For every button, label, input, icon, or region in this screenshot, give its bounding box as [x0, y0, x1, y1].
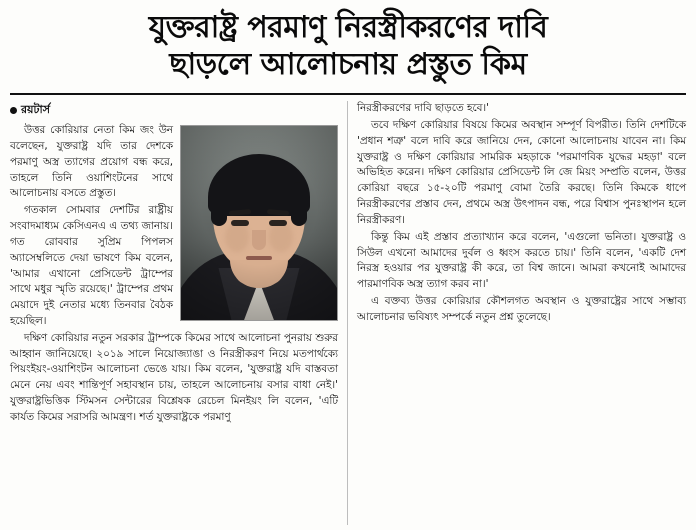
- portrait-photo: [180, 125, 338, 321]
- paragraph: এ বক্তব্য উত্তর কোরিয়ার কৌশলগত অবস্থান ও যুক্তরাষ্ট্রের সাথে সম্ভাব্য আলোচনার ভবিষ্যৎ সম্পর্কে নতুন প্রশ্ন তুলেছে।: [357, 294, 686, 323]
- paragraph: নিরস্ত্রীকরণের দাবি ছাড়তে হবে।': [357, 102, 489, 115]
- footer-spacer: [0, 525, 696, 529]
- page-title: [0, 0, 696, 85]
- headline-line-1: যুক্তরাষ্ট্র পরমাণু নিরস্ত্রীকরণের দাবি: [148, 10, 548, 45]
- byline: [10, 101, 338, 120]
- paragraph: তবে দক্ষিণ কোরিয়ার বিষয়ে কিমের অবস্থান সম্পূর্ণ বিপরীত। তিনি দেশটিকে 'প্রধান শত্রু' বলে দাবি করে জানিয়ে দেন, কোনো আলোচনায় যাবেন না। কিম যুক্তরাষ্ট্র ও দক্ষিণ কোরিয়ার সামরিক মহড়াকে 'পরমাণবিক যুদ্ধের মহড়া' বলে অভিহিত করেন। দক্ষিণ কোরিয়ার প্রেসিডেন্ট লি জে মিয়ং সম্প্রতি বলেন, উত্তর কোরিয়া বছরে ১৫-২০টি পরমাণু বোমা তৈরি করছে। তিনি কিমকে ধাপে নিরস্ত্রীকরণের প্রস্তাব দেন, প্রথমে অস্ত্র উৎপাদন বন্ধ, পরে বিশ্বাস পুনঃস্থাপন হলে নিরস্ত্রীকরণ।: [357, 119, 686, 226]
- headline-line-2: ছাড়লে আলোচনায় প্রস্তুত কিম: [169, 46, 527, 82]
- headline-divider: [10, 93, 686, 95]
- left-column: [10, 101, 348, 525]
- article-columns: [0, 101, 696, 525]
- photo-vignette: [181, 126, 337, 320]
- byline-source: রয়টার্স: [21, 103, 50, 117]
- portrait-photo-wrap: [180, 125, 338, 321]
- filled-circle-icon: [10, 107, 17, 114]
- paragraph: কিন্তু কিম এই প্রস্তাব প্রত্যাখ্যান করে বলেন, 'এগুলো ভনিতা। যুক্তরাষ্ট্র ও সিউল এখনো আমাদের দুর্বল ও ধ্বংস করতে চায়।' তিনি বলেন, 'একটি দেশ নিরস্ত্র হওয়ার পর যুক্তরাষ্ট্র কী করে, তা বিশ্ব জানে। আমরা কখনোই আমাদের পারমাণবিক অস্ত্র ত্যাগ করব না।': [357, 230, 686, 291]
- right-column: [348, 101, 686, 525]
- paragraph: গতকাল সোমবার দেশটির রাষ্ট্রীয় সংবাদমাধ্যম কেসিএনএ এ তথ্য জানায়। গত রোববার সুপ্রিম পিপলস অ্যাসেম্বলিতে দেয়া ভাষণে কিম বলেন, 'আমার এখানো প্রেসিডেন্ট ট্রাম্পের সাথে মধুর স্মৃতি রয়েছে।' ট্রাম্পের প্রথম মেয়াদে দুই নেতার মধ্যে তিনবার বৈঠক হয়েছিল।: [10, 204, 173, 327]
- right-body-text: [357, 101, 686, 325]
- left-body-text: [10, 123, 338, 425]
- paragraph: উত্তর কোরিয়ার নেতা কিম জং উন বলেছেন, যুক্তরাষ্ট্র যদি তার দেশকে পরমাণু অস্ত্র ত্যাগের প্রয়োগ বন্ধ করে, তাহলে তিনি ওয়াশিংটনের সাথে আলোচনায় বসতে প্রস্তুত।: [10, 124, 173, 200]
- paragraph: দক্ষিণ কোরিয়ার নতুন সরকার ট্রাম্পকে কিমের সাথে আলোচনা পুনরায় শুরুর আহ্বান জানিয়েছে। ২০১৯ সালে নিয়োজ্যাঙা ও নিরস্ত্রীকরণ নিয়ে মতপার্থক্যে পিয়ংইয়ং-ওয়াশিংটন আলোচনা ভেঙে যায়। কিম বলেন, 'যুক্তরাষ্ট্র যদি বাস্তবতা মেনে নেয় এবং শান্তিপূর্ণ সহাবস্থান চায়, তাহলে আলোচনায় বসার বাধা নেই।' যুক্তরাষ্ট্রভিত্তিক স্টিমসন সেন্টারের বিশ্লেষক রেচেল মিনইয়ং লি বলেন, 'এটি কার্যত কিমের সরাসরি আমন্ত্রণ। শর্ত যুক্তরাষ্ট্রকে পরমাণু: [10, 331, 338, 423]
